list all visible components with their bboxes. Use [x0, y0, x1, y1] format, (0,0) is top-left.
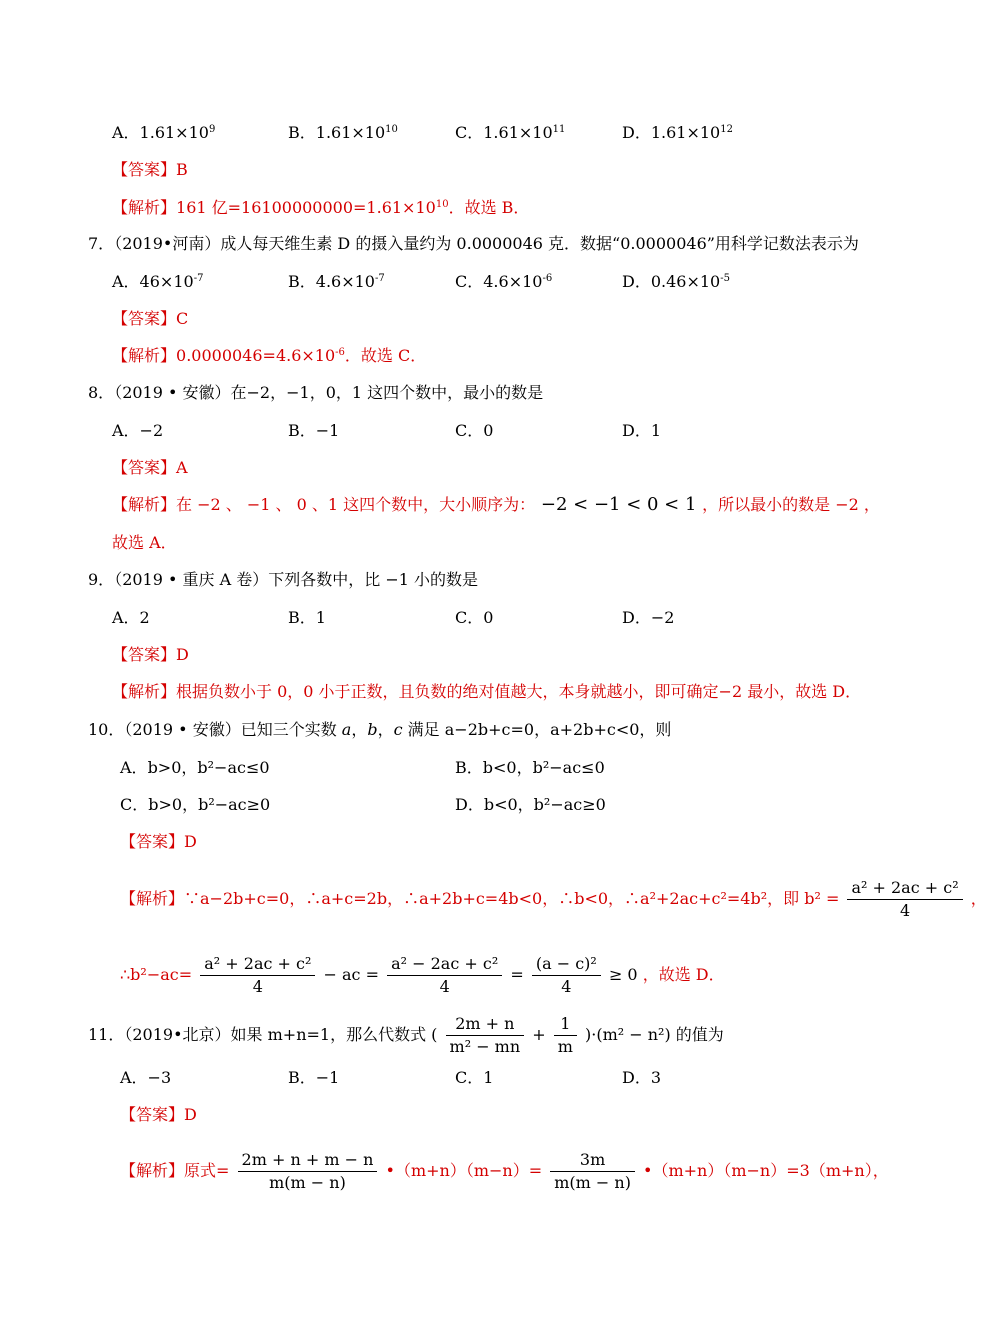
q7-option-b: B．$4.6\times 10^{-7}$ — [288, 272, 385, 291]
q10-option-d: D．b<0，b²−ac≥0 — [455, 795, 606, 814]
q9-answer: 【答案】D — [112, 645, 189, 664]
q7-stem: 7．（2019•河南）成人每天维生素 D 的摄入量约为 0.0000046 克．数据“0.0000046”用科学记数法表示为 — [88, 234, 859, 253]
q11-option-b: B．−1 — [288, 1068, 340, 1087]
q10-analysis-line2: ∴b²−ac= $\frac{\text{a² + 2ac + c²}}{4}$ − ac = $\frac{\text{a² − 2ac + c²}}{4}$ = $\frac{\text{(a − c)²}}{4}$ ≥ 0 ，故选 D． — [120, 954, 725, 996]
q10-fraction-1: $\frac{\text{a² + 2ac + c²}}{4}$ — [847, 877, 962, 922]
q8-option-c: C．0 — [455, 421, 494, 440]
q9-option-b: B．1 — [288, 608, 326, 627]
q11-fraction-1: $\frac{2m + n}{\text{m² − mn}}$ — [446, 1013, 525, 1058]
q8-option-a: A．−2 — [112, 421, 164, 440]
q6-option-b: B．$1.61\times 10^{10}$ — [288, 123, 398, 142]
q11-option-a: A．−3 — [120, 1068, 172, 1087]
q8-option-d: D．1 — [622, 421, 662, 440]
q6-analysis: 【解析】161 亿$=16100000000=1.61\times 10^{10}$．故选 B． — [112, 198, 530, 217]
q7-option-d: D．$0.46\times 10^{-5}$ — [622, 272, 730, 291]
q10-answer: 【答案】D — [120, 832, 197, 851]
q8-analysis-cont: 故选 A． — [112, 533, 177, 552]
q6-option-d: D．$1.61\times 10^{12}$ — [622, 123, 733, 142]
q10-option-a: A．b>0，b²−ac≤0 — [120, 758, 270, 777]
q8-analysis: 【解析】在 −2 、 −1 、 0 、1 这四个数中，大小顺序为： −2 < −1 < 0 < 1 ，所以最小的数是 −2 ， — [112, 494, 880, 515]
q11-option-c: C．1 — [455, 1068, 494, 1087]
q6-option-c: C．$1.61\times 10^{11}$ — [455, 123, 566, 142]
q9-option-a: A．2 — [112, 608, 150, 627]
q9-analysis: 【解析】根据负数小于 0，0 小于正数，且负数的绝对值越大，本身就越小，即可确定−2 最小，故选 D． — [112, 682, 862, 701]
q8-stem: 8．（2019 • 安徽）在−2，−1，0，1 这四个数中，最小的数是 — [88, 383, 544, 402]
q11-analysis-fraction-2: $\frac{3m}{m(m - n)}$ — [550, 1149, 635, 1194]
q10-fraction-3: $\frac{\text{a² − 2ac + c²}}{4}$ — [387, 953, 502, 998]
q10-option-b: B．b<0，b²−ac≤0 — [455, 758, 605, 777]
q6-option-a: A．$1.61\times 10^9$ — [112, 123, 216, 142]
q10-fraction-2: $\frac{\text{a² + 2ac + c²}}{4}$ — [200, 953, 315, 998]
q7-analysis: 【解析】$0.0000046=4.6\times 10^{-6}$．故选 C． — [112, 346, 427, 365]
q10-stem: 10．（2019 • 安徽）已知三个实数 a，b，c 满足 a−2b+c=0，a+2b+c<0，则 — [88, 720, 672, 739]
q7-option-a: A．$46\times 10^{-7}$ — [112, 272, 204, 291]
q10-fraction-4: $\frac{\text{(a − c)²}}{4}$ — [532, 953, 601, 998]
q11-analysis: 【解析】原式= $\frac{2m + n + m - n}{m(m - n)}$ •（m+n）（m−n）= $\frac{3m}{m(m - n)}$ •（m+n）（m−n）=3（m+n）， — [120, 1150, 889, 1192]
q7-option-c: C．$4.6\times 10^{-6}$ — [455, 272, 553, 291]
q9-option-c: C．0 — [455, 608, 494, 627]
q11-option-d: D．3 — [622, 1068, 662, 1087]
q9-stem: 9．（2019 • 重庆 A 卷）下列各数中，比 −1 小的数是 — [88, 570, 479, 589]
q10-analysis-line1: 【解析】∵a−2b+c=0，∴a+c=2b，∴a+2b+c=4b<0，∴b<0，∴a²+2ac+c²=4b²，即 b² = $\frac{\text{a² + 2ac + c²}}{4}$ ， — [120, 878, 987, 920]
q8-option-b: B．−1 — [288, 421, 340, 440]
q9-option-d: D．−2 — [622, 608, 675, 627]
q11-analysis-fraction-1: $\frac{2m + n + m - n}{m(m - n)}$ — [238, 1149, 378, 1194]
q11-fraction-2: $\frac{1}{m}$ — [554, 1013, 577, 1058]
q11-answer: 【答案】D — [120, 1105, 197, 1124]
q6-answer: 【答案】B — [112, 160, 188, 179]
q10-option-c: C．b>0，b²−ac≥0 — [120, 795, 271, 814]
q7-answer: 【答案】C — [112, 309, 189, 328]
q11-stem: 11．（2019•北京）如果 m+n=1，那么代数式 ( $\frac{2m + n}{\text{m² − mn}}$ + $\frac{1}{m}$ )·(m² − n²) 的值为 — [88, 1014, 724, 1056]
q8-answer: 【答案】A — [112, 458, 188, 477]
